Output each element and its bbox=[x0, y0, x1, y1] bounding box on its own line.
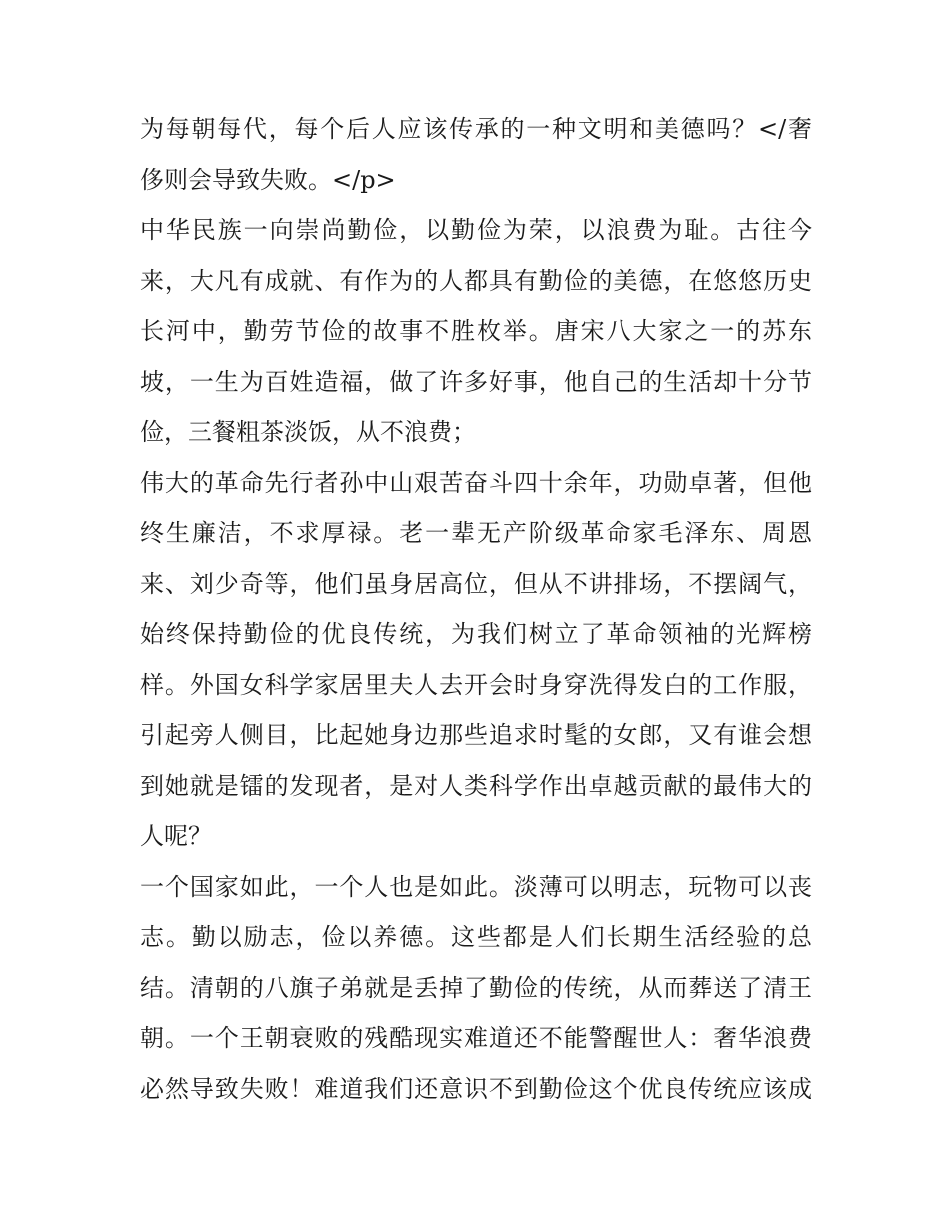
text-line: 结。清朝的八旗子弟就是丢掉了勤俭的传统，从而葬送了清王 bbox=[140, 973, 812, 1002]
text-line: 坡，一生为百姓造福，做了许多好事，他自己的生活却十分节 bbox=[140, 367, 812, 396]
text-line: 侈则会导致失败。</p> bbox=[140, 165, 396, 194]
text-line: 样。外国女科学家居里夫人去开会时身穿洗得发白的工作服， bbox=[140, 670, 812, 699]
text-line: 一个国家如此，一个人也是如此。淡薄可以明志，玩物可以丧 bbox=[140, 872, 812, 901]
text-line: 志。勤以励志，俭以养德。这些都是人们长期生活经验的总 bbox=[140, 923, 812, 951]
text-line: 俭，三餐粗茶淡饭，从不浪费； bbox=[140, 418, 476, 446]
text-line: 朝。一个王朝衰败的残酷现实难道还不能警醒世人：奢华浪费 bbox=[140, 1024, 812, 1052]
document-body bbox=[140, 104, 812, 1114]
text-line: 必然导致失败！难道我们还意识不到勤俭这个优良传统应该成 bbox=[140, 1074, 812, 1103]
text-line: 人呢？ bbox=[140, 822, 212, 850]
text-line: 到她就是镭的发现者，是对人类科学作出卓越贡献的最伟大的 bbox=[140, 771, 812, 800]
text-line: 终生廉洁，不求厚禄。老一辈无产阶级革命家毛泽东、周恩 bbox=[140, 519, 812, 547]
text-line: 中华民族一向崇尚勤俭，以勤俭为荣，以浪费为耻。古往今 bbox=[140, 216, 812, 244]
text-line: 长河中，勤劳节俭的故事不胜枚举。唐宋八大家之一的苏东 bbox=[140, 317, 812, 345]
text-line: 来，大凡有成就、有作为的人都具有勤俭的美德，在悠悠历史 bbox=[140, 266, 812, 295]
text-line: 来、刘少奇等，他们虽身居高位，但从不讲排场，不摆阔气， bbox=[140, 569, 812, 598]
text-line: 伟大的革命先行者孙中山艰苦奋斗四十余年，功勋卓著，但他 bbox=[140, 468, 812, 497]
text-line: 为每朝每代，每个后人应该传承的一种文明和美德吗？</奢 bbox=[140, 115, 812, 143]
text-line: 始终保持勤俭的优良传统，为我们树立了革命领袖的光辉榜 bbox=[140, 620, 812, 648]
text-line: 引起旁人侧目，比起她身边那些追求时髦的女郎，又有谁会想 bbox=[140, 721, 812, 749]
